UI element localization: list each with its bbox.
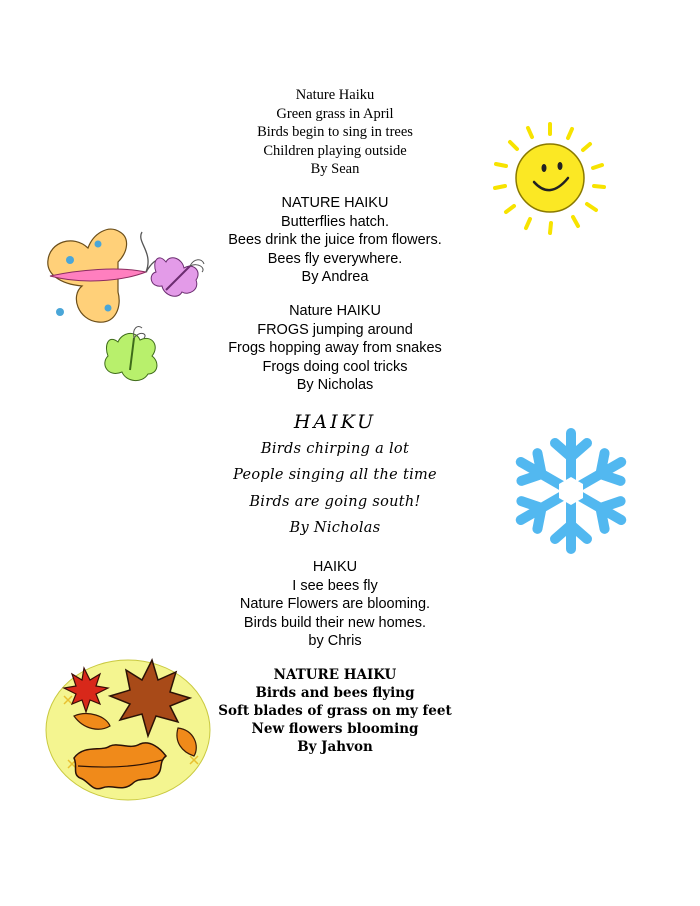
poem-author: by Chris bbox=[308, 633, 362, 649]
poem-line: New flowers blooming bbox=[251, 721, 419, 737]
poem-title: HAIKU bbox=[312, 559, 358, 575]
sun-icon bbox=[488, 120, 612, 238]
poem-author: By Jahvon bbox=[297, 739, 373, 755]
poem-line: Butterflies hatch. bbox=[281, 213, 389, 230]
poem-line: Birds build their new homes. bbox=[243, 614, 427, 631]
poem-6 bbox=[200, 666, 470, 756]
poem-line: Bees fly everywhere. bbox=[267, 250, 403, 267]
snowflake-icon bbox=[504, 424, 638, 558]
poem-2 bbox=[200, 194, 470, 287]
poem-line: Green grass in April bbox=[276, 105, 394, 122]
poem-author: By Nicholas bbox=[289, 520, 381, 536]
poem-1 bbox=[200, 86, 470, 179]
poem-line: Nature Flowers are blooming. bbox=[239, 596, 431, 612]
poem-line: Birds chirping a lot bbox=[260, 440, 410, 457]
poem-line: Frogs doing cool tricks bbox=[262, 358, 408, 375]
poem-line: I see bees fly bbox=[292, 577, 378, 594]
poem-line: Children playing outside bbox=[263, 142, 407, 159]
poem-author: By Nicholas bbox=[296, 377, 374, 393]
poem-title: NATURE HAIKU bbox=[281, 195, 389, 211]
poem-line: FROGS jumping around bbox=[257, 321, 413, 338]
poem-line: Birds begin to sing in trees bbox=[257, 124, 413, 140]
poem-title: HAIKU bbox=[293, 411, 377, 433]
poem-line: People singing all the time bbox=[233, 467, 437, 483]
autumn-leaves-icon bbox=[44, 656, 214, 802]
poem-3 bbox=[200, 302, 470, 395]
butterflies-icon bbox=[38, 222, 210, 396]
poem-line: Birds and bees flying bbox=[255, 685, 415, 701]
poem-line: Birds are going south! bbox=[249, 493, 421, 510]
poem-line: Bees drink the juice from flowers. bbox=[228, 232, 442, 248]
poem-line: Soft blades of grass on my feet bbox=[218, 703, 452, 719]
poem-4 bbox=[200, 409, 470, 542]
poem-5 bbox=[200, 558, 470, 651]
poem-line: Frogs hopping away from snakes bbox=[228, 340, 442, 356]
poem-title: Nature Haiku bbox=[295, 87, 375, 103]
poem-author: By Andrea bbox=[301, 269, 369, 285]
poem-author: By Sean bbox=[310, 161, 360, 177]
poem-title: NATURE HAIKU bbox=[273, 667, 397, 683]
poem-title: Nature HAIKU bbox=[289, 303, 381, 319]
